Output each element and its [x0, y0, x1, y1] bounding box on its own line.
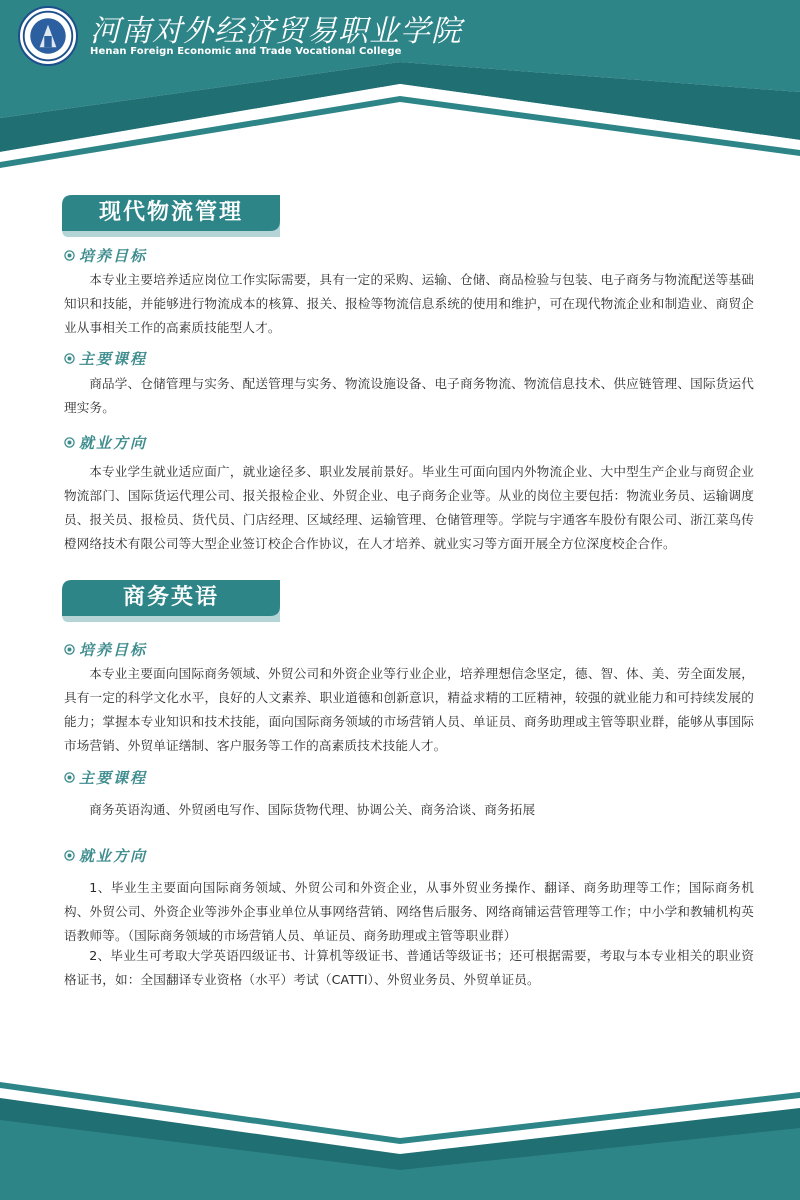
paragraph-career-direction-2: 2、毕业生可考取大学英语四级证书、计算机等级证书、普通话等级证书；还可根据需要，考取与本专业相关的职业资格证书，如：全国翻译专业资格（水平）考试（CATTI）、外贸业务员、外贸单证员。 [64, 948, 754, 987]
paragraph-career-direction: 本专业学生就业适应面广，就业途径多、职业发展前景好。毕业生可面向国内外物流企业、大中型生产企业与商贸企业物流部门、国际货运代理公司、报关报检企业、外贸企业、电子商务企业等。从业的岗位主要包括：物流业务员、运输调度员、报关员、报检员、货代员、门店经理、区域经理、运输管理、仓储管理等。学院与宇通客车股份有限公司、浙江菜鸟传橙网络技术有限公司等大型企业签订校企合作协议，在人才培养、就业实习等方面开展全方位深度校企合作。 [64, 464, 754, 551]
circle-bullet-icon [64, 250, 75, 261]
circle-bullet-icon [64, 353, 75, 364]
paragraph-training-goal: 本专业主要面向国际商务领域、外贸公司和外资企业等行业企业，培养理想信念坚定，德、智、体、美、劳全面发展，具有一定的科学文化水平，良好的人文素养、职业道德和创新意识，精益求精的工匠精神，较强的就业能力和可持续发展的能力；掌握本专业知识和技术技能，面向国际商务领域的市场营销人员、单证员、商务助理或主管等职业群，能够从事国际市场营销、外贸单证缮制、客户服务等工作的高素质技术技能人才。 [64, 666, 754, 753]
school-name-english: Henan Foreign Economic and Trade Vocational College [90, 46, 402, 57]
subheading-label: 主要课程 [79, 349, 148, 368]
subheading-label: 就业方向 [79, 433, 148, 452]
subheading-main-courses [64, 347, 147, 369]
footer-background [0, 1070, 800, 1200]
section-title-banner-business-english [62, 580, 280, 622]
circle-bullet-icon [64, 772, 75, 783]
college-seal-icon [18, 6, 78, 66]
subheading-main-courses [64, 766, 147, 788]
school-name-chinese: 河南对外经济贸易职业学院 [90, 14, 462, 49]
subheading-training-goal [64, 638, 147, 660]
subheading-label: 就业方向 [79, 846, 148, 865]
section-title-banner-logistics [62, 195, 280, 237]
subheading-label: 培养目标 [79, 640, 148, 659]
paragraph-main-courses: 商品学、仓储管理与实务、配送管理与实务、物流设施设备、电子商务物流、物流信息技术、供应链管理、国际货运代理实务。 [64, 376, 754, 415]
section-title: 现代物流管理 [98, 200, 243, 225]
circle-bullet-icon [64, 437, 75, 448]
paragraph-training-goal: 本专业主要培养适应岗位工作实际需要，具有一定的采购、运输、仓储、商品检验与包装、电子商务与物流配送等基础知识和技能，并能够进行物流成本的核算、报关、报检等物流信息系统的使用和维护，可在现代物流企业和制造业、商贸企业从事相关工作的高素质技能型人才。 [64, 272, 754, 335]
subheading-training-goal [64, 244, 147, 266]
circle-bullet-icon [64, 644, 75, 655]
circle-bullet-icon [64, 850, 75, 861]
paragraph-main-courses: 商务英语沟通、外贸函电写作、国际货物代理、协调公关、商务洽谈、商务拓展 [89, 802, 536, 817]
paragraph-career-direction-1: 1、毕业生主要面向国际商务领域、外贸公司和外资企业，从事外贸业务操作、翻译、商务助理等工作；国际商务机构、外贸公司、外资企业等涉外企事业单位从事网络营销、网络售后服务、网络商铺运营管理等工作；中小学和教辅机构英语教师等。（国际商务领域的市场营销人员、单证员、商务助理或主管等职业群） [64, 880, 754, 943]
subheading-career-direction [64, 844, 147, 866]
subheading-label: 主要课程 [79, 768, 148, 787]
subheading-career-direction [64, 431, 147, 453]
section-title: 商务英语 [122, 585, 219, 610]
subheading-label: 培养目标 [79, 246, 148, 265]
